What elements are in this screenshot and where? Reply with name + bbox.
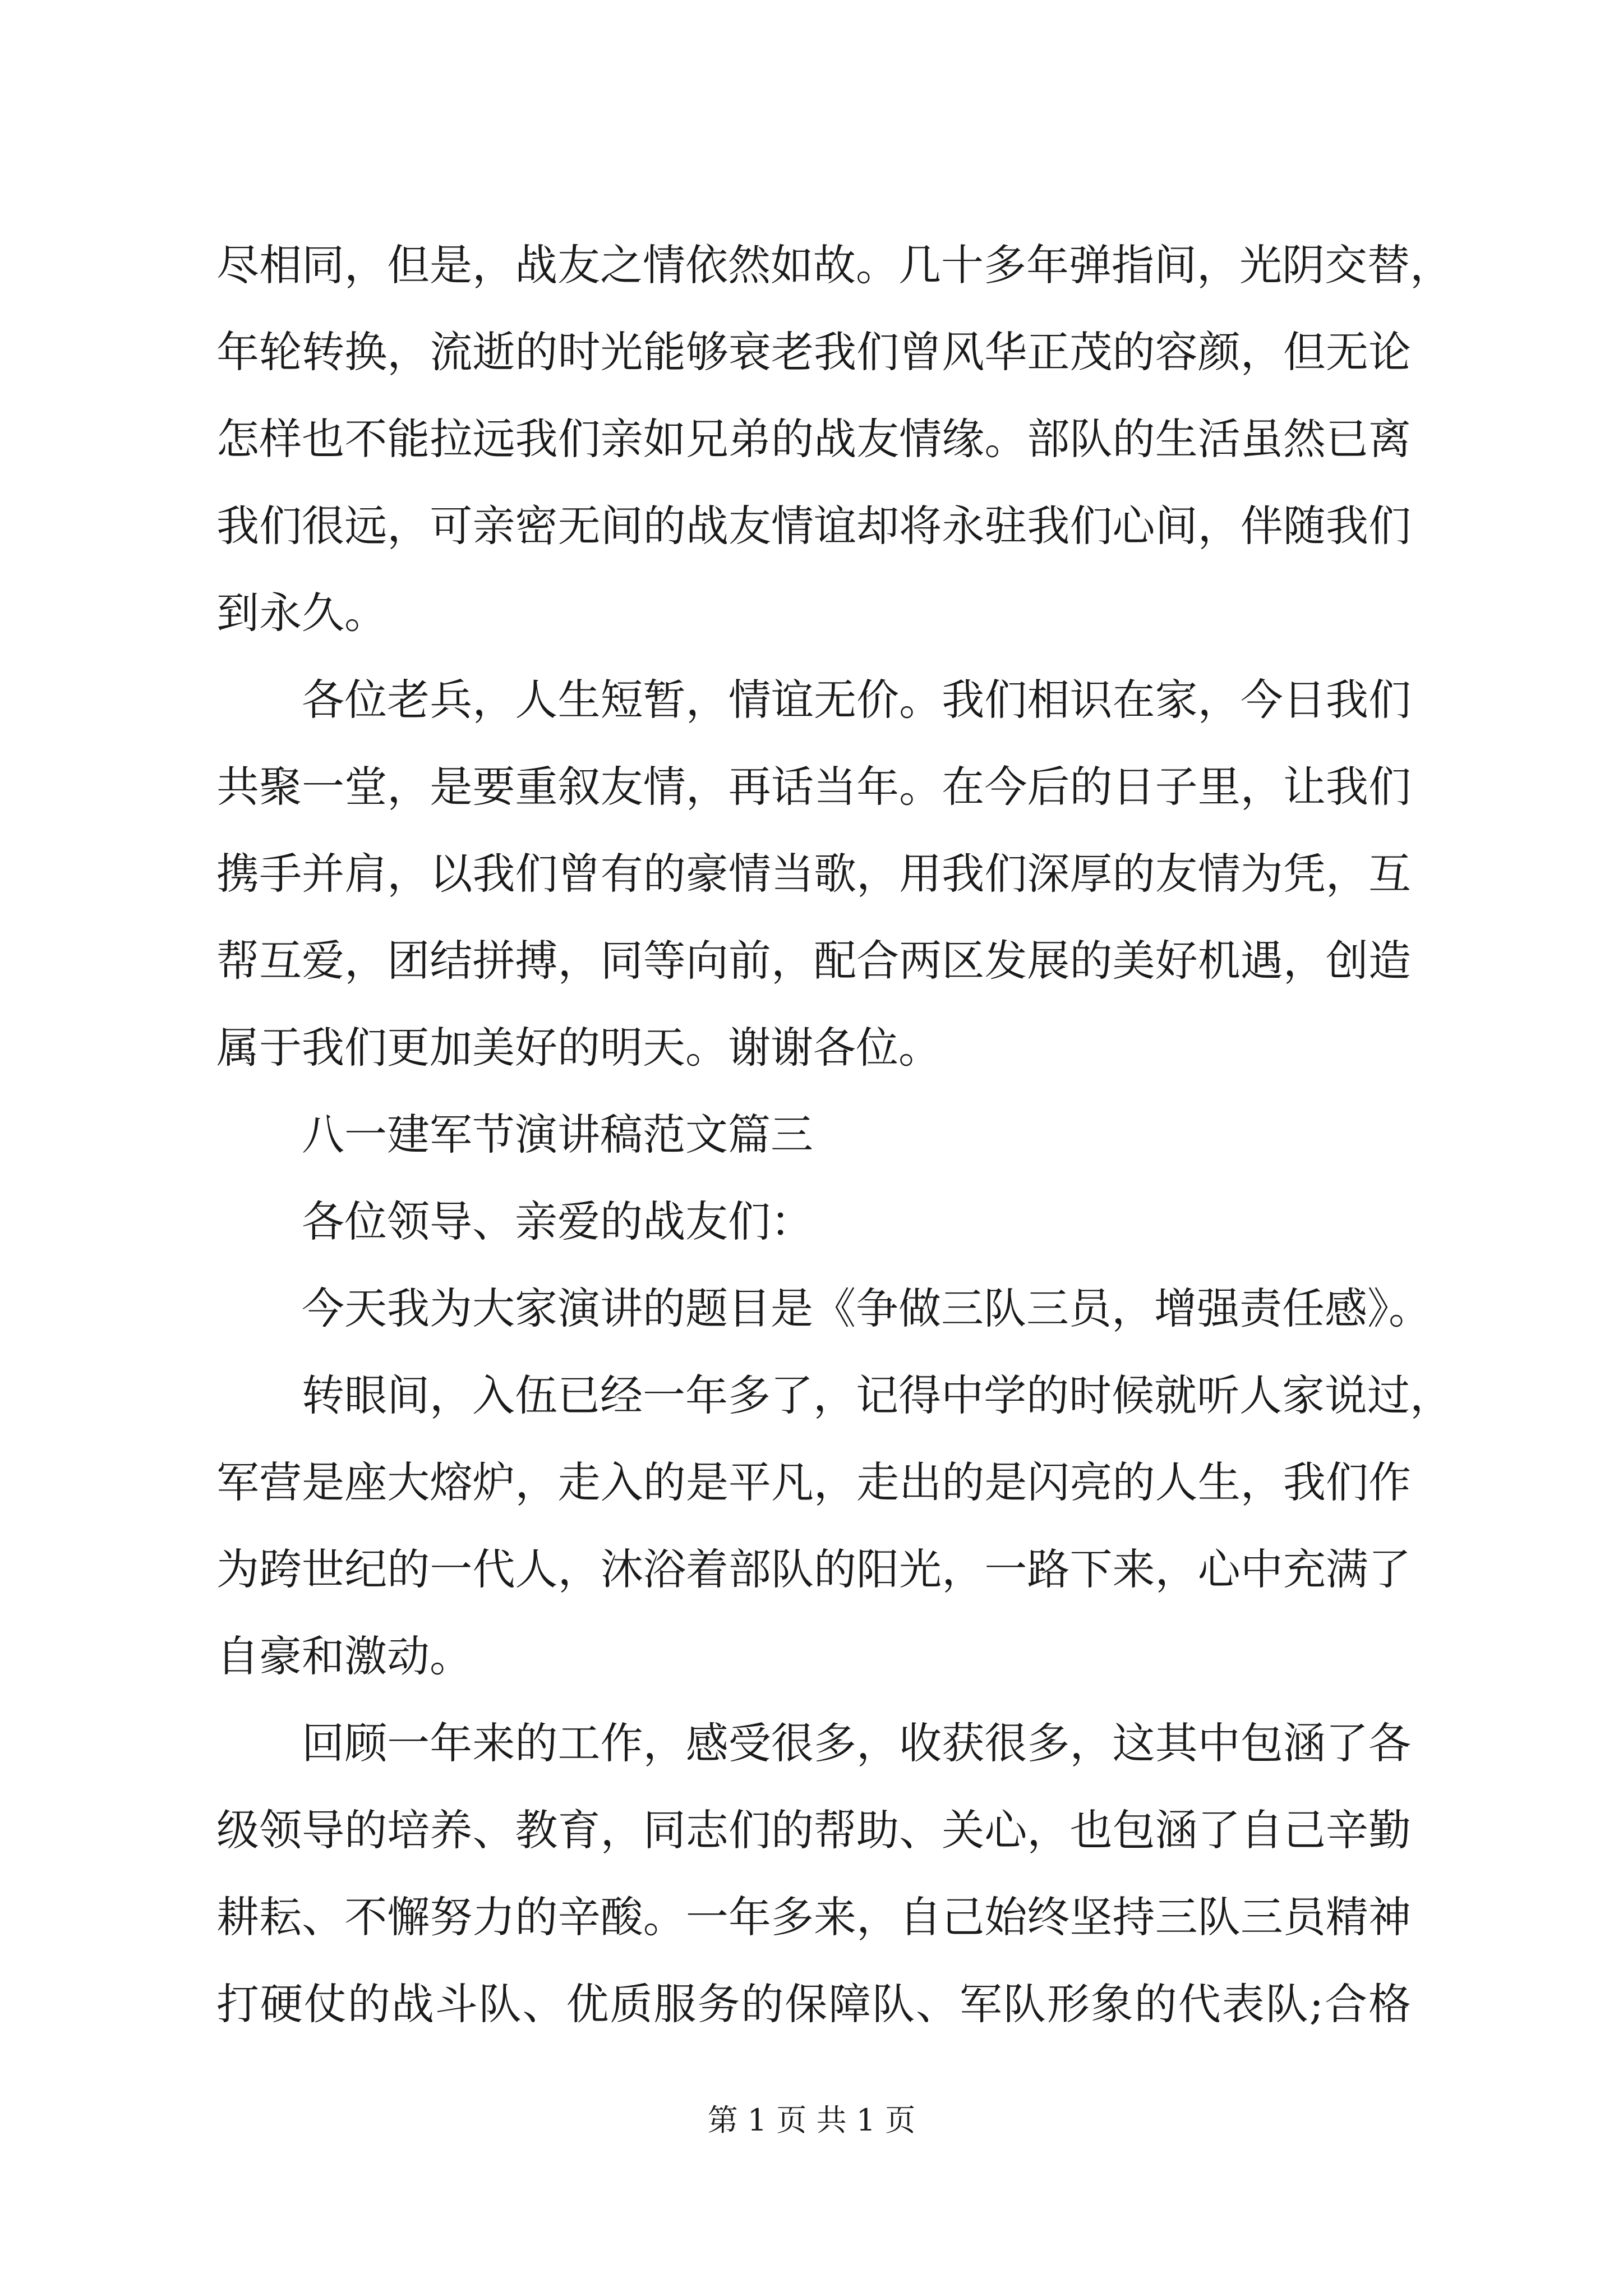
section-heading: 八一建军节演讲稿范文篇三 (302, 1110, 813, 1159)
text-line: 携手并肩，以我们曾有的豪情当歌，用我们深厚的友情为凭，互 (216, 849, 1411, 899)
text-line: 自豪和激动。 (216, 1631, 472, 1681)
text-line: 共聚一堂，是要重叙友情，再话当年。在今后的日子里，让我们 (216, 762, 1411, 812)
text-line: 级领导的培养、教育，同志们的帮助、关心，也包涵了自己辛勤 (216, 1805, 1411, 1855)
text-line: 年轮转换，流逝的时光能够衰老我们曾风华正茂的容颜，但无论 (216, 327, 1411, 377)
text-line: 我们很远，可亲密无间的战友情谊却将永驻我们心间，伴随我们 (216, 501, 1411, 551)
text-line: 军营是座大熔炉，走入的是平凡，走出的是闪亮的人生，我们作 (216, 1457, 1411, 1507)
text-line: 为跨世纪的一代人，沐浴着部队的阳光，一路下来，心中充满了 (216, 1544, 1411, 1594)
text-line: 怎样也不能拉远我们亲如兄弟的战友情缘。部队的生活虽然已离 (216, 414, 1411, 464)
page-footer: 第 1 页 共 1 页 (707, 2102, 916, 2138)
salutation: 各位领导、亲爱的战友们： (302, 1197, 813, 1246)
paragraph-first-line: 今天我为大家演讲的题目是《争做三队三员，增强责任感》。 (302, 1283, 1431, 1333)
text-line: 属于我们更加美好的明天。谢谢各位。 (216, 1023, 941, 1073)
text-line: 尽相同，但是，战友之情依然如故。几十多年弹指间，光阴交替， (216, 240, 1453, 290)
document-body (216, 222, 1453, 2047)
paragraph-first-line: 各位老兵，人生短暂，情谊无价。我们相识在家，今日我们 (302, 675, 1411, 725)
text-line: 帮互爱，团结拼搏，同等向前，配合两区发展的美好机遇，创造 (216, 936, 1411, 986)
paragraph-first-line: 回顾一年来的工作，感受很多，收获很多，这其中包涵了各 (302, 1718, 1411, 1768)
text-line: 到永久。 (216, 588, 387, 638)
text-line: 耕耘、不懈努力的辛酸。一年多来，自己始终坚持三队三员精神 (216, 1892, 1411, 1942)
paragraph-first-line: 转眼间，入伍已经一年多了，记得中学的时候就听人家说过， (302, 1370, 1453, 1420)
text-line: 打硬仗的战斗队、优质服务的保障队、军队形象的代表队;合格 (216, 1979, 1411, 2029)
